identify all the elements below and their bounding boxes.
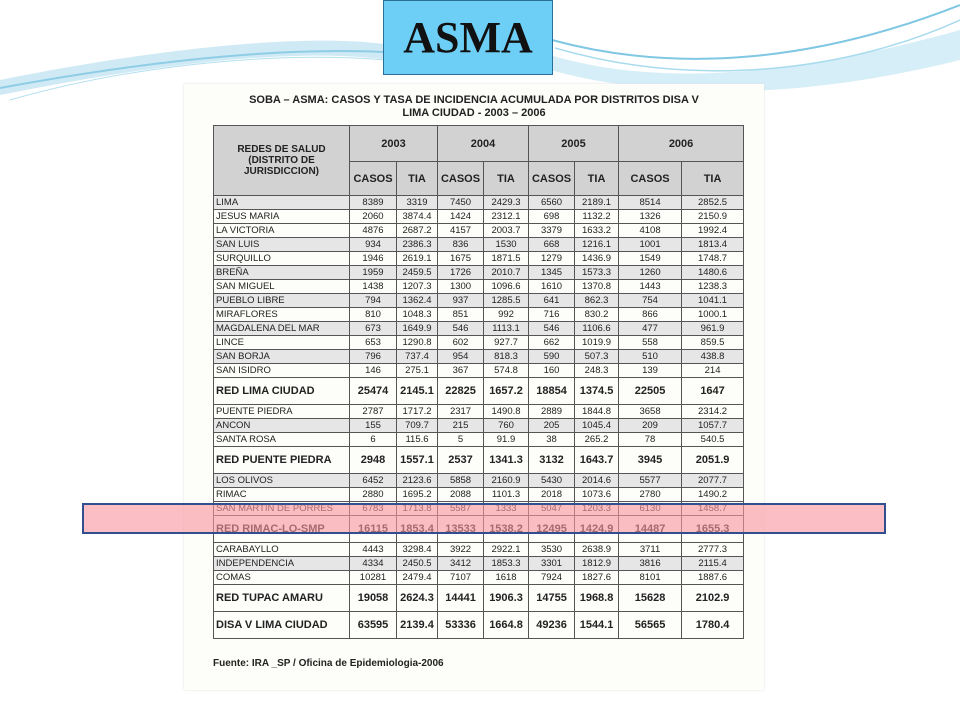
- tia-cell: 2010.7: [484, 266, 529, 280]
- tia-cell: 1290.8: [397, 336, 438, 350]
- casos-cell: 22825: [438, 378, 484, 405]
- casos-cell: 5: [438, 433, 484, 447]
- table-row: [214, 280, 744, 294]
- casos-cell: 1326: [619, 210, 682, 224]
- casos-cell: 2787: [350, 405, 397, 419]
- casos-cell: 1610: [529, 280, 575, 294]
- tia-cell: 2160.9: [484, 474, 529, 488]
- district-name: RED PUENTE PIEDRA: [214, 447, 350, 474]
- tia-cell: 214: [682, 364, 744, 378]
- district-name: RED TUPAC AMARU: [214, 585, 350, 612]
- table-total-row: [214, 447, 744, 474]
- tia-cell: 1530: [484, 238, 529, 252]
- district-name: PUEBLO LIBRE: [214, 294, 350, 308]
- casos-cell: 22505: [619, 378, 682, 405]
- district-name: LINCE: [214, 336, 350, 350]
- casos-cell: 716: [529, 308, 575, 322]
- casos-cell: 1438: [350, 280, 397, 294]
- tia-cell: 2314.2: [682, 405, 744, 419]
- casos-cell: 2880: [350, 488, 397, 502]
- table-row: [214, 488, 744, 502]
- casos-cell: 6560: [529, 196, 575, 210]
- table-total-row: [214, 612, 744, 639]
- casos-cell: 2537: [438, 447, 484, 474]
- table-row: [214, 405, 744, 419]
- casos-cell: 698: [529, 210, 575, 224]
- table-row: [214, 224, 744, 238]
- tia-cell: 1618: [484, 571, 529, 585]
- table-row: [214, 322, 744, 336]
- casos-cell: 6452: [350, 474, 397, 488]
- district-name: SANTA ROSA: [214, 433, 350, 447]
- tia-cell: 3874.4: [397, 210, 438, 224]
- casos-cell: 662: [529, 336, 575, 350]
- casos-cell: 5430: [529, 474, 575, 488]
- casos-cell: 673: [350, 322, 397, 336]
- casos-cell: 754: [619, 294, 682, 308]
- casos-cell: 15628: [619, 585, 682, 612]
- casos-cell: 1675: [438, 252, 484, 266]
- casos-cell: 1946: [350, 252, 397, 266]
- tia-cell: 1073.6: [575, 488, 619, 502]
- tia-cell: 507.3: [575, 350, 619, 364]
- district-name: SURQUILLO: [214, 252, 350, 266]
- casos-cell: 794: [350, 294, 397, 308]
- row-highlight: [82, 503, 886, 534]
- casos-cell: 49236: [529, 612, 575, 639]
- tia-cell: 2014.6: [575, 474, 619, 488]
- tia-cell: 1436.9: [575, 252, 619, 266]
- tia-cell: 2450.5: [397, 557, 438, 571]
- table-total-row: [214, 585, 744, 612]
- district-name: INDEPENDENCIA: [214, 557, 350, 571]
- district-name: RIMAC: [214, 488, 350, 502]
- casos-header: CASOS: [350, 162, 397, 196]
- tia-cell: 1647: [682, 378, 744, 405]
- tia-cell: 91.9: [484, 433, 529, 447]
- casos-cell: 2780: [619, 488, 682, 502]
- casos-cell: 510: [619, 350, 682, 364]
- tia-cell: 438.8: [682, 350, 744, 364]
- tia-cell: 1374.5: [575, 378, 619, 405]
- tia-cell: 574.8: [484, 364, 529, 378]
- casos-cell: 3816: [619, 557, 682, 571]
- casos-cell: 4157: [438, 224, 484, 238]
- tia-cell: 1813.4: [682, 238, 744, 252]
- casos-cell: 56565: [619, 612, 682, 639]
- casos-cell: 477: [619, 322, 682, 336]
- tia-cell: 1780.4: [682, 612, 744, 639]
- casos-cell: 1300: [438, 280, 484, 294]
- casos-cell: 1279: [529, 252, 575, 266]
- tia-cell: 1968.8: [575, 585, 619, 612]
- table-title-line-2: LIMA CIUDAD - 2003 – 2006: [402, 107, 546, 119]
- tia-cell: 1490.2: [682, 488, 744, 502]
- casos-header: CASOS: [619, 162, 682, 196]
- table-body: [214, 196, 744, 639]
- casos-cell: 1345: [529, 266, 575, 280]
- table-row: [214, 433, 744, 447]
- casos-cell: 653: [350, 336, 397, 350]
- tia-cell: 1871.5: [484, 252, 529, 266]
- tia-cell: 2139.4: [397, 612, 438, 639]
- tia-cell: 1048.3: [397, 308, 438, 322]
- table-row: [214, 350, 744, 364]
- tia-cell: 961.9: [682, 322, 744, 336]
- tia-cell: 3319: [397, 196, 438, 210]
- casos-cell: 14755: [529, 585, 575, 612]
- casos-cell: 3132: [529, 447, 575, 474]
- casos-cell: 3711: [619, 543, 682, 557]
- district-name: CARABAYLLO: [214, 543, 350, 557]
- table-title: [184, 94, 764, 120]
- tia-cell: 1717.2: [397, 405, 438, 419]
- casos-cell: 38: [529, 433, 575, 447]
- tia-cell: 1490.8: [484, 405, 529, 419]
- casos-cell: 1443: [619, 280, 682, 294]
- casos-cell: 590: [529, 350, 575, 364]
- tia-cell: 1557.1: [397, 447, 438, 474]
- casos-cell: 1726: [438, 266, 484, 280]
- tia-cell: 1106.6: [575, 322, 619, 336]
- tia-cell: 709.7: [397, 419, 438, 433]
- district-name: SAN LUIS: [214, 238, 350, 252]
- tia-cell: 2479.4: [397, 571, 438, 585]
- tia-cell: 2123.6: [397, 474, 438, 488]
- year-header: 2005: [529, 126, 619, 162]
- casos-cell: 602: [438, 336, 484, 350]
- casos-cell: 3922: [438, 543, 484, 557]
- district-name: COMAS: [214, 571, 350, 585]
- casos-cell: 1959: [350, 266, 397, 280]
- tia-cell: 2115.4: [682, 557, 744, 571]
- tia-cell: 2687.2: [397, 224, 438, 238]
- table-row: [214, 252, 744, 266]
- tia-header: TIA: [397, 162, 438, 196]
- tia-cell: 1000.1: [682, 308, 744, 322]
- slide-title: ASMA: [383, 0, 553, 75]
- tia-cell: 2777.3: [682, 543, 744, 557]
- casos-cell: 937: [438, 294, 484, 308]
- district-name: ANCON: [214, 419, 350, 433]
- tia-cell: 1992.4: [682, 224, 744, 238]
- tia-cell: 2619.1: [397, 252, 438, 266]
- tia-cell: 2150.9: [682, 210, 744, 224]
- table-row: [214, 294, 744, 308]
- casos-header: CASOS: [438, 162, 484, 196]
- casos-cell: 7450: [438, 196, 484, 210]
- tia-cell: 1887.6: [682, 571, 744, 585]
- casos-cell: 4108: [619, 224, 682, 238]
- casos-cell: 7107: [438, 571, 484, 585]
- casos-cell: 1424: [438, 210, 484, 224]
- tia-cell: 1906.3: [484, 585, 529, 612]
- tia-cell: 1664.8: [484, 612, 529, 639]
- tia-cell: 2624.3: [397, 585, 438, 612]
- tia-cell: 248.3: [575, 364, 619, 378]
- casos-cell: 2889: [529, 405, 575, 419]
- district-name: DISA V LIMA CIUDAD: [214, 612, 350, 639]
- table-row: [214, 336, 744, 350]
- tia-cell: 927.7: [484, 336, 529, 350]
- casos-cell: 1260: [619, 266, 682, 280]
- casos-cell: 18854: [529, 378, 575, 405]
- tia-cell: 2051.9: [682, 447, 744, 474]
- tia-header: TIA: [575, 162, 619, 196]
- casos-cell: 146: [350, 364, 397, 378]
- casos-cell: 3530: [529, 543, 575, 557]
- casos-cell: 10281: [350, 571, 397, 585]
- tia-cell: 2459.5: [397, 266, 438, 280]
- casos-cell: 1001: [619, 238, 682, 252]
- table-total-row: [214, 378, 744, 405]
- tia-cell: 1748.7: [682, 252, 744, 266]
- tia-cell: 3298.4: [397, 543, 438, 557]
- casos-cell: 546: [529, 322, 575, 336]
- district-name: JESUS MARIA: [214, 210, 350, 224]
- tia-cell: 540.5: [682, 433, 744, 447]
- casos-cell: 668: [529, 238, 575, 252]
- table-row: [214, 557, 744, 571]
- casos-cell: 1549: [619, 252, 682, 266]
- casos-cell: 19058: [350, 585, 397, 612]
- tia-cell: 1113.1: [484, 322, 529, 336]
- tia-cell: 2003.7: [484, 224, 529, 238]
- casos-cell: 5577: [619, 474, 682, 488]
- casos-cell: 3379: [529, 224, 575, 238]
- district-name: SAN MIGUEL: [214, 280, 350, 294]
- district-name: SAN BORJA: [214, 350, 350, 364]
- tia-cell: 1041.1: [682, 294, 744, 308]
- year-header: 2006: [619, 126, 744, 162]
- casos-cell: 6: [350, 433, 397, 447]
- tia-cell: 2386.3: [397, 238, 438, 252]
- casos-cell: 139: [619, 364, 682, 378]
- casos-cell: 546: [438, 322, 484, 336]
- casos-cell: 954: [438, 350, 484, 364]
- tia-cell: 1657.2: [484, 378, 529, 405]
- table-row: [214, 364, 744, 378]
- district-name: LOS OLIVOS: [214, 474, 350, 488]
- district-name: LA VICTORIA: [214, 224, 350, 238]
- casos-cell: 2018: [529, 488, 575, 502]
- casos-cell: 810: [350, 308, 397, 322]
- tia-cell: 1057.7: [682, 419, 744, 433]
- source-note: Fuente: IRA _SP / Oficina de Epidemiologia-2006: [213, 658, 444, 669]
- tia-cell: 1216.1: [575, 238, 619, 252]
- tia-cell: 1101.3: [484, 488, 529, 502]
- tia-cell: 1370.8: [575, 280, 619, 294]
- tia-cell: 1096.6: [484, 280, 529, 294]
- tia-cell: 1695.2: [397, 488, 438, 502]
- casos-cell: 641: [529, 294, 575, 308]
- casos-cell: 155: [350, 419, 397, 433]
- table-row: [214, 238, 744, 252]
- table-title-line-1: SOBA – ASMA: CASOS Y TASA DE INCIDENCIA ACUMULADA POR DISTRITOS DISA V: [249, 94, 699, 106]
- casos-cell: 160: [529, 364, 575, 378]
- tia-cell: 1341.3: [484, 447, 529, 474]
- year-header: 2003: [350, 126, 438, 162]
- tia-cell: 275.1: [397, 364, 438, 378]
- incidence-table: [213, 125, 744, 639]
- casos-cell: 53336: [438, 612, 484, 639]
- casos-cell: 4334: [350, 557, 397, 571]
- tia-cell: 1238.3: [682, 280, 744, 294]
- table-row: [214, 419, 744, 433]
- tia-cell: 1827.6: [575, 571, 619, 585]
- redes-header: REDES DE SALUD (DISTRITO DE JURISDICCION): [214, 126, 350, 196]
- scanned-table-image: [184, 84, 764, 690]
- casos-cell: 8389: [350, 196, 397, 210]
- district-name: PUENTE PIEDRA: [214, 405, 350, 419]
- tia-cell: 1207.3: [397, 280, 438, 294]
- casos-cell: 796: [350, 350, 397, 364]
- tia-cell: 1544.1: [575, 612, 619, 639]
- casos-cell: 4443: [350, 543, 397, 557]
- table-row: [214, 266, 744, 280]
- tia-cell: 2429.3: [484, 196, 529, 210]
- casos-cell: 8514: [619, 196, 682, 210]
- casos-cell: 25474: [350, 378, 397, 405]
- district-name: RED LIMA CIUDAD: [214, 378, 350, 405]
- casos-cell: 851: [438, 308, 484, 322]
- tia-cell: 1362.4: [397, 294, 438, 308]
- tia-cell: 1480.6: [682, 266, 744, 280]
- casos-cell: 367: [438, 364, 484, 378]
- casos-cell: 2948: [350, 447, 397, 474]
- tia-cell: 1633.2: [575, 224, 619, 238]
- tia-cell: 2077.7: [682, 474, 744, 488]
- tia-cell: 265.2: [575, 433, 619, 447]
- casos-cell: 3945: [619, 447, 682, 474]
- table-row: [214, 308, 744, 322]
- tia-cell: 1045.4: [575, 419, 619, 433]
- tia-cell: 1844.8: [575, 405, 619, 419]
- tia-header: TIA: [682, 162, 744, 196]
- tia-cell: 1853.3: [484, 557, 529, 571]
- tia-cell: 992: [484, 308, 529, 322]
- tia-cell: 760: [484, 419, 529, 433]
- tia-cell: 1643.7: [575, 447, 619, 474]
- tia-cell: 2638.9: [575, 543, 619, 557]
- tia-cell: 1573.3: [575, 266, 619, 280]
- tia-cell: 818.3: [484, 350, 529, 364]
- table-row: [214, 571, 744, 585]
- casos-cell: 2088: [438, 488, 484, 502]
- district-name: MIRAFLORES: [214, 308, 350, 322]
- tia-cell: 862.3: [575, 294, 619, 308]
- tia-cell: 115.6: [397, 433, 438, 447]
- district-name: BREÑA: [214, 266, 350, 280]
- casos-cell: 209: [619, 419, 682, 433]
- table-row: [214, 474, 744, 488]
- table-row: [214, 543, 744, 557]
- casos-cell: 3658: [619, 405, 682, 419]
- district-name: SAN ISIDRO: [214, 364, 350, 378]
- tia-cell: 2922.1: [484, 543, 529, 557]
- tia-header: TIA: [484, 162, 529, 196]
- casos-header: CASOS: [529, 162, 575, 196]
- tia-cell: 737.4: [397, 350, 438, 364]
- tia-cell: 859.5: [682, 336, 744, 350]
- casos-cell: 558: [619, 336, 682, 350]
- tia-cell: 2102.9: [682, 585, 744, 612]
- casos-cell: 3301: [529, 557, 575, 571]
- tia-cell: 2145.1: [397, 378, 438, 405]
- tia-cell: 1285.5: [484, 294, 529, 308]
- district-name: LIMA: [214, 196, 350, 210]
- casos-cell: 934: [350, 238, 397, 252]
- tia-cell: 2312.1: [484, 210, 529, 224]
- casos-cell: 14441: [438, 585, 484, 612]
- casos-cell: 4876: [350, 224, 397, 238]
- casos-cell: 3412: [438, 557, 484, 571]
- district-name: MAGDALENA DEL MAR: [214, 322, 350, 336]
- tia-cell: 1649.9: [397, 322, 438, 336]
- table-row: [214, 210, 744, 224]
- year-header: 2004: [438, 126, 529, 162]
- casos-cell: 5858: [438, 474, 484, 488]
- casos-cell: 78: [619, 433, 682, 447]
- casos-cell: 8101: [619, 571, 682, 585]
- casos-cell: 63595: [350, 612, 397, 639]
- tia-cell: 1132.2: [575, 210, 619, 224]
- tia-cell: 830.2: [575, 308, 619, 322]
- casos-cell: 7924: [529, 571, 575, 585]
- casos-cell: 205: [529, 419, 575, 433]
- tia-cell: 1019.9: [575, 336, 619, 350]
- tia-cell: 2852.5: [682, 196, 744, 210]
- casos-cell: 2060: [350, 210, 397, 224]
- tia-cell: 2189.1: [575, 196, 619, 210]
- tia-cell: 1812.9: [575, 557, 619, 571]
- casos-cell: 866: [619, 308, 682, 322]
- table-row: [214, 196, 744, 210]
- casos-cell: 836: [438, 238, 484, 252]
- casos-cell: 2317: [438, 405, 484, 419]
- casos-cell: 215: [438, 419, 484, 433]
